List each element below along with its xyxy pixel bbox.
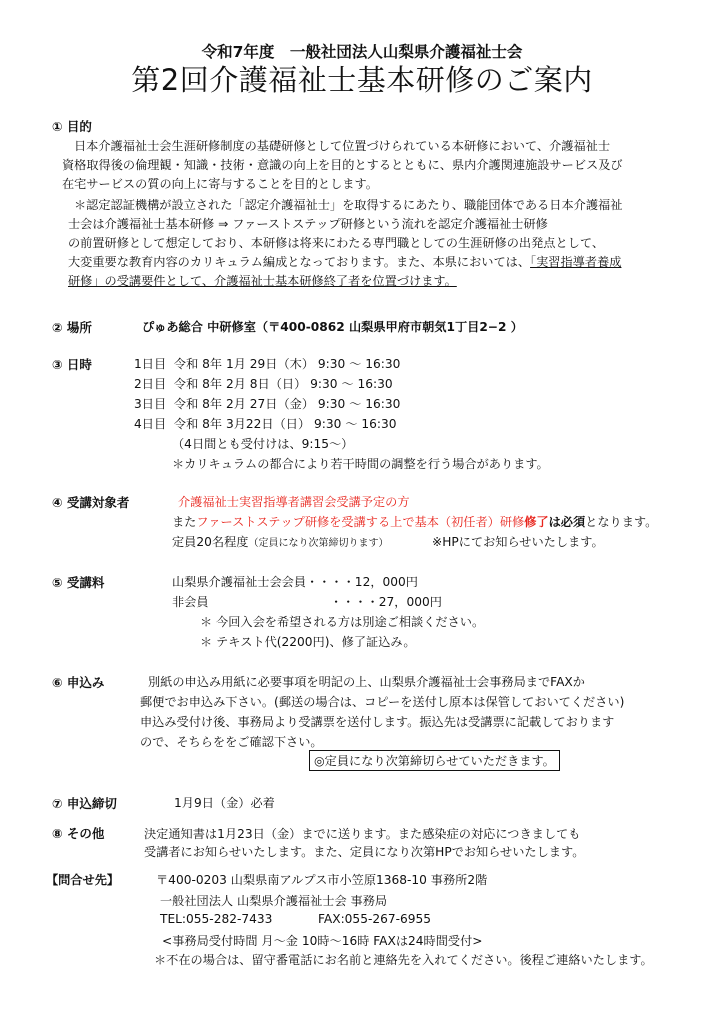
fee-note: ＊ テキスト代(2200円)、修了証込み。	[200, 635, 416, 649]
red-bold-text-segment: 修了	[524, 515, 549, 529]
bold-text-segment: 必須	[560, 515, 586, 529]
contact-absence-note: ＊不在の場合は、留守番電話にお名前と連絡先を入れてください。後程ご連絡いたします。	[154, 953, 653, 967]
schedule-row	[134, 355, 400, 372]
other-line: 受講者にお知らせいたします。また、定員になり次第HPでお知らせいたします。	[144, 845, 585, 859]
schedule-day: 3日目	[134, 397, 167, 411]
eligibility-heading: ④ 受講対象者	[52, 495, 130, 510]
schedule-time: 9:30 〜 16:30	[314, 417, 397, 431]
contact-tel: TEL:055-282-7433	[160, 912, 273, 926]
application-line: ので、そちらををご確認下さい。	[140, 735, 323, 749]
contact-hours: <事務局受付時間 月〜金 10時〜16時 FAXは24時間受付>	[162, 934, 483, 948]
contact-heading: 【問合せ先】	[46, 873, 120, 887]
underlined-text: 研修」の受講要件として、介護福祉士基本研修終了者を位置づけます。	[68, 274, 457, 288]
deadline-heading: ⑦ 申込締切	[52, 796, 117, 811]
purpose-note-line: 士会は介護福祉士基本研修 ⇒ ファーストステップ研修という流れを認定介護福祉士研修	[68, 217, 548, 231]
page-title: 第2回介護福祉士基本研修のご案内	[131, 63, 593, 97]
bold-text-segment: は	[548, 515, 561, 529]
fee-nonmember-value: ・・・・27，000円	[330, 595, 442, 609]
schedule-row	[134, 395, 400, 412]
application-heading: ⑥ 申込み	[52, 675, 105, 690]
other-line: 決定通知書は1月23日（金）までに送ります。また感染症の対応につきましても	[144, 827, 581, 841]
purpose-note-line	[68, 253, 621, 270]
schedule-date: 令和 8年 3月22日（日）	[173, 417, 311, 431]
schedule-note: ＊カリキュラムの都合により若干時間の調整を行う場合があります。	[172, 457, 549, 471]
underlined-text: 「実習指導者養成	[530, 255, 622, 269]
purpose-heading: ① 目的	[52, 119, 92, 134]
organization-line: 令和7年度 一般社団法人山梨県介護福祉士会	[201, 43, 523, 61]
contact-address: 〒400-0203 山梨県南アルプス市小笠原1368-10 事務所2階	[156, 873, 488, 887]
venue-value: ぴゅあ総合 中研修室（〒400-0862 山梨県甲府市朝気1丁目2−2 ）	[142, 320, 523, 334]
red-text-segment: ファーストステップ研修を受講する上で基本（初任者）研修	[196, 515, 525, 529]
fee-heading: ⑤ 受講料	[52, 575, 105, 590]
schedule-time: 9:30 〜 16:30	[310, 377, 393, 391]
purpose-note-line: ＊認定認証機構が設立された「認定介護福祉士」を取得するにあたり、職能団体である日本介護福祉	[74, 198, 623, 212]
schedule-row	[134, 415, 396, 432]
capacity-text: 定員20名程度	[172, 535, 249, 549]
venue-heading: ② 場所	[52, 320, 92, 335]
schedule-date: 令和 8年 1月 29日（木）	[173, 357, 315, 371]
text-segment: また	[172, 515, 197, 529]
purpose-text-line: 日本介護福祉士会生涯研修制度の基礎研修として位置づけられている本研修において、介護福祉士	[74, 139, 611, 153]
contact-fax: FAX:055-267-6955	[318, 912, 432, 926]
eligibility-requirement	[172, 513, 657, 530]
schedule-day: 2日目	[134, 377, 167, 391]
eligibility-target: 介護福祉士実習指導者講習会受講予定の方	[178, 495, 410, 509]
text-segment: となります。	[585, 515, 658, 529]
application-line: 申込み受付け後、事務局より受講票を送付します。振込先は受講票に記載しております	[140, 715, 615, 729]
schedule-date: 令和 8年 2月 8日（日）	[173, 377, 307, 391]
schedule-row	[134, 375, 393, 392]
application-line: 郵便でお申込み下さい。(郵送の場合は、コピーを送付し原本は保管しておいてください)	[140, 695, 625, 709]
schedule-time: 9:30 〜 16:30	[317, 357, 401, 371]
purpose-note-text: 大変重要な教育内容のカリキュラム編成となっております。また、本県においては、	[68, 255, 531, 269]
other-heading: ⑧ その他	[52, 826, 105, 841]
schedule-heading: ③ 日時	[52, 357, 92, 372]
hp-note: ※HPにてお知らせいたします。	[432, 535, 604, 549]
contact-organization: 一般社団法人 山梨県介護福祉士会 事務局	[160, 894, 388, 908]
capacity-note: （定員になり次第締切ります）	[248, 538, 389, 549]
purpose-text-line: 資格取得後の倫理観・知識・技術・意識の向上を目的とするとともに、県内介護関連施設サービス及び	[62, 158, 623, 172]
eligibility-capacity	[172, 533, 388, 550]
schedule-date: 令和 8年 2月 27日（金）	[173, 397, 315, 411]
purpose-note-line: の前置研修として想定しており、本研修は将来にわたる専門職としての生涯研修の出発点として、	[68, 236, 605, 250]
deadline-notice-box: ◎定員になり次第締切らせていただきます。	[309, 750, 560, 771]
schedule-day: 1日目	[134, 357, 167, 371]
fee-member: 山梨県介護福祉士会会員・・・・12，000円	[172, 575, 418, 589]
schedule-note: （4日間とも受付けは、9:15〜）	[172, 437, 354, 451]
fee-note: ＊ 今回入会を希望される方は別途ご相談ください。	[200, 615, 485, 629]
deadline-value: 1月9日（金）必着	[174, 796, 275, 810]
purpose-text-line: 在宅サービスの質の向上に寄与することを目的とします。	[62, 177, 378, 191]
schedule-day: 4日目	[134, 417, 167, 431]
application-line: 別紙の申込み用紙に必要事項を明記の上、山梨県介護福祉士会事務局までFAXか	[148, 675, 585, 689]
schedule-time: 9:30 〜 16:30	[317, 397, 401, 411]
fee-nonmember-label: 非会員	[172, 595, 209, 609]
